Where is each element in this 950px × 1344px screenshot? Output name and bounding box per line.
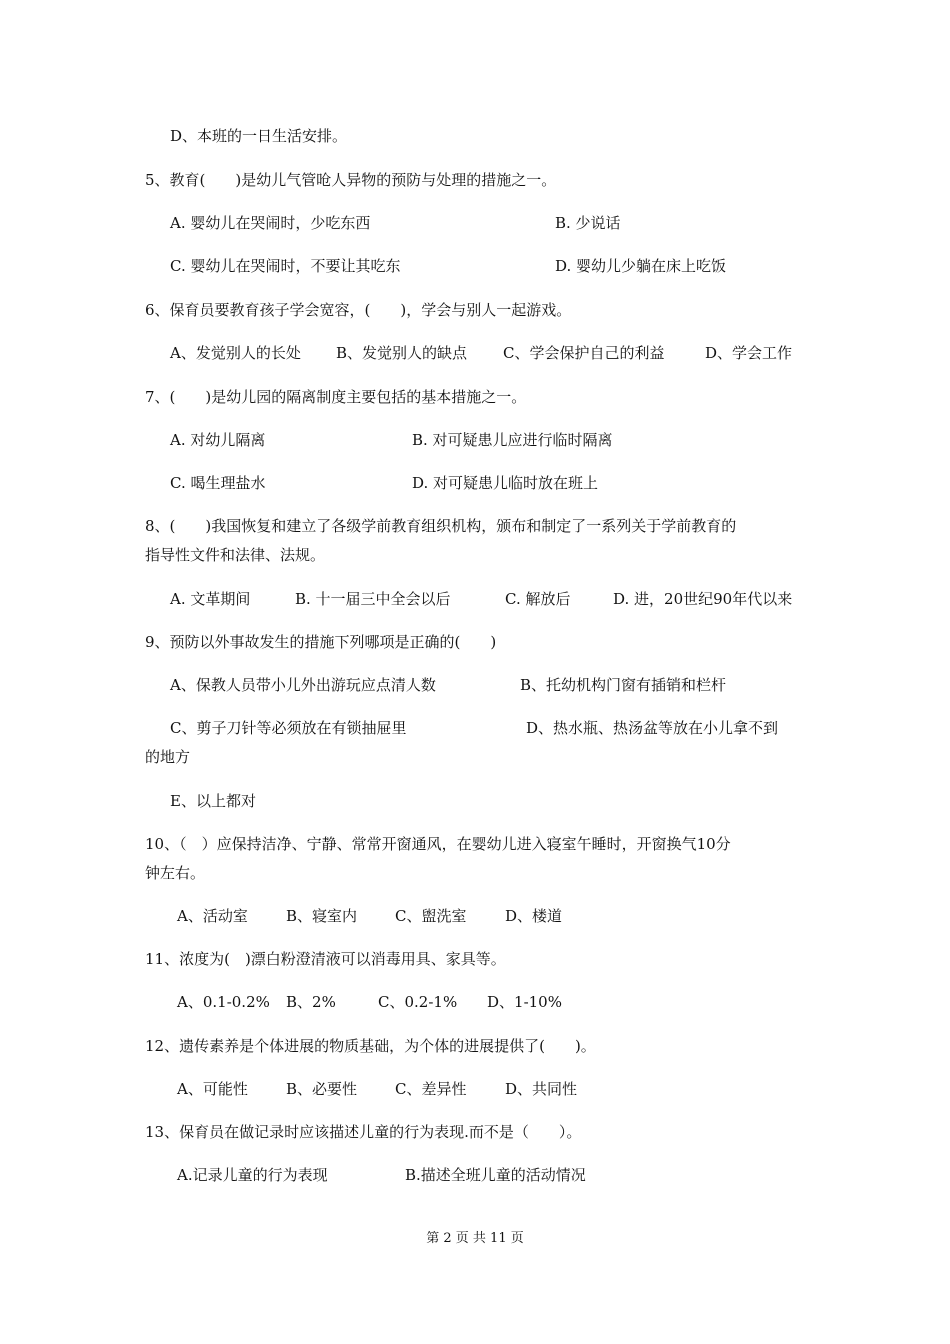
- option-b: B、发觉别人的缺点: [336, 344, 468, 362]
- option-d: D、楼道: [505, 907, 563, 925]
- option-a: A、保教人员带小儿外出游玩应点清人数: [170, 676, 436, 694]
- option-a: A、0.1-0.2%: [177, 993, 270, 1011]
- option-c: C、差异性: [395, 1080, 467, 1098]
- option-e: E、以上都对: [170, 792, 256, 810]
- option-a: A、发觉别人的长处: [170, 344, 301, 362]
- option-b: B. 对可疑患儿应进行临时隔离: [412, 431, 613, 449]
- option-d: D. 婴幼儿少躺在床上吃饭: [555, 257, 727, 275]
- question-stem: 6、保育员要教育孩子学会宽容，( )，学会与别人一起游戏。: [145, 301, 572, 319]
- question-stem: 7、( )是幼儿园的隔离制度主要包括的基本措施之一。: [145, 388, 527, 406]
- option-d: D、共同性: [505, 1080, 578, 1098]
- option-b: B.描述全班儿童的活动情况: [405, 1166, 586, 1184]
- option-b: B、寝室内: [286, 907, 358, 925]
- question-stem-line1: 8、( )我国恢复和建立了各级学前教育组织机构，颁布和制定了一系列关于学前教育的: [145, 517, 737, 535]
- option-a: A. 对幼儿隔离: [170, 431, 266, 449]
- option-a: A. 文革期间: [170, 590, 251, 608]
- option-d: D、学会工作: [705, 344, 793, 362]
- question-stem: 13、保育员在做记录时应该描述儿童的行为表现.而不是（ ）。: [145, 1123, 582, 1141]
- option-d: D. 进，20世纪90年代以来: [613, 590, 793, 608]
- option-c: C. 婴幼儿在哭闹时，不要让其吃东: [170, 257, 401, 275]
- option-b: B、必要性: [286, 1080, 358, 1098]
- option-c: C、0.2-1%: [378, 993, 458, 1011]
- question-stem: 11、浓度为( )漂白粉澄清液可以消毒用具、家具等。: [145, 950, 506, 968]
- option-a: A.记录儿童的行为表现: [177, 1166, 328, 1184]
- question-stem: 9、预防以外事故发生的措施下列哪项是正确的( ): [145, 633, 497, 651]
- option-a: A. 婴幼儿在哭闹时，少吃东西: [170, 214, 371, 232]
- question-stem: 12、遗传素养是个体进展的物质基础，为个体的进展提供了( )。: [145, 1037, 596, 1055]
- option-a: A、活动室: [177, 907, 248, 925]
- question-stem-line2: 指导性文件和法律、法规。: [145, 546, 326, 564]
- option-text: D、本班的一日生活安排。: [170, 127, 348, 145]
- option-d-continued: 的地方: [145, 748, 191, 766]
- question-stem-line1: 10、（ ）应保持洁净、宁静、常常开窗通风，在婴幼儿进入寝室午睡时，开窗换气10分: [145, 835, 731, 853]
- option-c: C、学会保护自己的利益: [503, 344, 665, 362]
- option-b: B. 少说话: [555, 214, 621, 232]
- page-number: 第 2 页 共 11 页: [426, 1231, 524, 1246]
- option-b: B. 十一届三中全会以后: [295, 590, 451, 608]
- option-a: A、可能性: [177, 1080, 248, 1098]
- option-d: D、热水瓶、热汤盆等放在小儿拿不到: [526, 719, 779, 737]
- option-c: C. 喝生理盐水: [170, 474, 266, 492]
- option-b: B、托幼机构门窗有插销和栏杆: [520, 676, 727, 694]
- option-c: C、盥洗室: [395, 907, 467, 925]
- option-b: B、2%: [286, 993, 336, 1011]
- option-d: D. 对可疑患儿临时放在班上: [412, 474, 599, 492]
- option-c: C. 解放后: [505, 590, 571, 608]
- option-c: C、剪子刀针等必须放在有锁抽屉里: [170, 719, 407, 737]
- option-d: D、1-10%: [487, 993, 562, 1011]
- question-stem: 5、教育( )是幼儿气管呛人异物的预防与处理的措施之一。: [145, 171, 557, 189]
- question-stem-line2: 钟左右。: [145, 864, 206, 882]
